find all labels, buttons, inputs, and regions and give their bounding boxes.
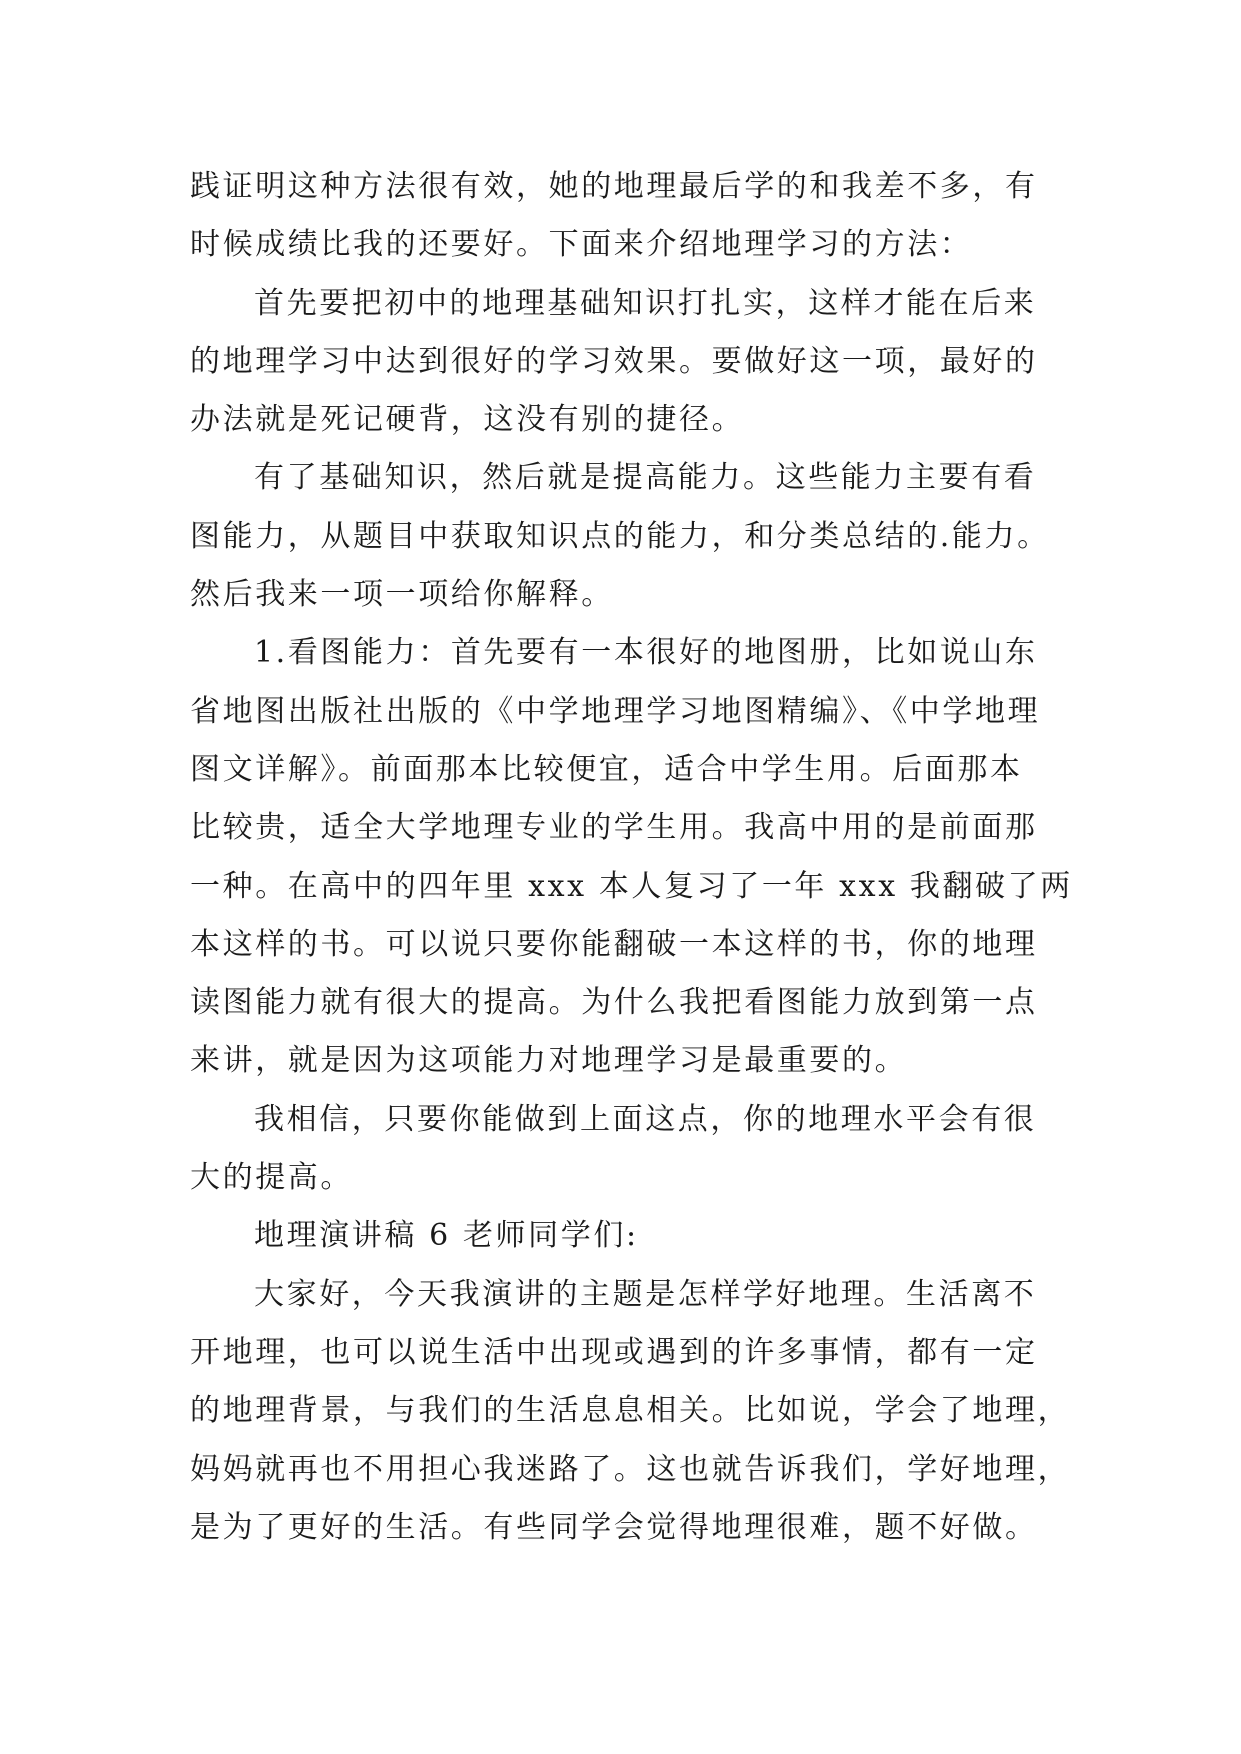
text-line: 读图能力就有很大的提高。为什么我把看图能力放到第一点 xyxy=(190,985,1038,1021)
text-line: 地理演讲稿 6 老师同学们: xyxy=(254,1218,639,1254)
text-line: 时候成绩比我的还要好。下面来介绍地理学习的方法： xyxy=(190,227,973,263)
paragraph xyxy=(190,449,1060,624)
paragraph xyxy=(190,275,1060,450)
text-line: 本这样的书。可以说只要你能翻破一本这样的书，你的地理 xyxy=(190,926,1038,962)
text-line: 图文详解》。前面那本比较便宜，适合中学生用。后面那本 xyxy=(190,751,1023,787)
text-line: 践证明这种方法很有效，她的地理最后学的和我差不多，有 xyxy=(190,169,1038,204)
text-line: 有了基础知识，然后就是提高能力。这些能力主要有看 xyxy=(254,460,1037,496)
text-line: 是为了更好的生活。有些同学会觉得地理很难，题不好做。 xyxy=(190,1509,1038,1545)
paragraph xyxy=(190,1266,1071,1557)
text-line: 开地理，也可以说生活中出现或遇到的许多事情，都有一定 xyxy=(190,1334,1038,1370)
text-line: 来讲，就是因为这项能力对地理学习是最重要的。 xyxy=(190,1043,908,1079)
paragraph xyxy=(190,158,1060,275)
text-line: 然后我来一项一项给你解释。 xyxy=(190,577,614,613)
text-line: 一种。在高中的四年里 xxx 本人复习了一年 xxx 我翻破了两 xyxy=(190,868,1073,904)
text-line: 首先要把初中的地理基础知识打扎实，这样才能在后来 xyxy=(254,285,1037,321)
text-line: 省地图出版社出版的《中学地理学习地图精编》、《中学地理 xyxy=(190,693,1041,729)
text-line: 我相信，只要你能做到上面这点，你的地理水平会有很 xyxy=(254,1101,1037,1137)
paragraph xyxy=(190,1091,1060,1208)
document-body xyxy=(190,158,1073,1557)
text-line: 办法就是死记硬背，这没有别的捷径。 xyxy=(190,402,745,438)
text-line: 图能力，从题目中获取知识点的能力，和分类总结的.能力。 xyxy=(190,518,1050,554)
text-line: 大的提高。 xyxy=(190,1160,353,1196)
text-line: 妈妈就再也不用担心我迷路了。这也就告诉我们，学好地理， xyxy=(190,1451,1071,1487)
text-line: 大家好，今天我演讲的主题是怎样学好地理。生活离不 xyxy=(254,1276,1037,1312)
text-line: 比较贵，适全大学地理专业的学生用。我高中用的是前面那 xyxy=(190,810,1038,846)
text-line: 的地理学习中达到很好的学习效果。要做好这一项，最好的 xyxy=(190,343,1038,379)
text-line: 的地理背景，与我们的生活息息相关。比如说，学会了地理， xyxy=(190,1393,1071,1429)
section-heading xyxy=(190,1207,1060,1265)
text-line: 1.看图能力：首先要有一本很好的地图册，比如说山东 xyxy=(254,635,1038,671)
paragraph xyxy=(190,624,1073,1090)
